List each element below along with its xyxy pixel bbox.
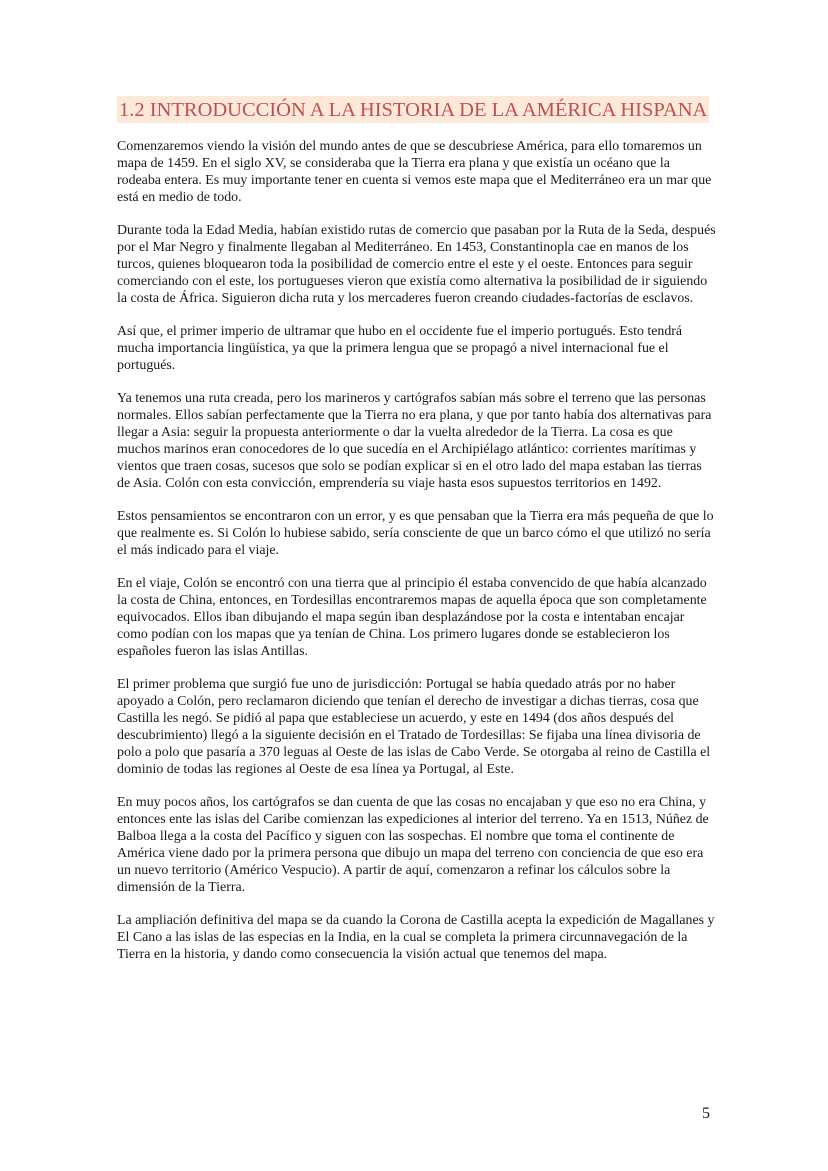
section-heading: 1.2 INTRODUCCIÓN A LA HISTORIA DE LA AMÉRICA HISPANA: [117, 96, 709, 123]
paragraph-1: Comenzaremos viendo la visión del mundo antes de que se descubriese América, para ello tomaremos un mapa de 1459. En el siglo XV, se consideraba que la Tierra era plana y que existía un océano que la rodeaba entera. Es muy importante tener en cuenta si vemos este mapa que el Mediterráneo era un mar que está en medio de todo.: [117, 139, 712, 205]
body-text: [117, 138, 717, 979]
paragraph-4: Ya tenemos una ruta creada, pero los marineros y cartógrafos sabían más sobre el terreno que las personas normales. Ellos sabían perfectamente que la Tierra no era plana, y que por tanto había dos alternativas para llegar a Asia: seguir la propuesta anteriormente o dar la vuelta alrededor de la Tierra. La cosa es que muchos marinos eran conocedores de lo que sucedía en el Archipiélago atlántico: corrientes marítimas y vientos que traen cosas, sucesos que solo se podían explicar si en el otro lado del mapa estaban las tierras de Asia. Colón con esta convicción, emprendería su viaje hasta esos supuestos territorios en 1492.: [117, 391, 712, 491]
heading-container: [117, 96, 717, 123]
paragraph-9: La ampliación definitiva del mapa se da cuando la Corona de Castilla acepta la expedición de Magallanes y El Cano a las islas de las especias en la India, en la cual se completa la primera circunnavegación de la Tierra en la historia, y dando como consecuencia la visión actual que tenemos del mapa.: [117, 913, 715, 962]
paragraph-5: Estos pensamientos se encontraron con un error, y es que pensaban que la Tierra era más pequeña de que lo que realmente es. Si Colón lo hubiese sabido, sería consciente de que un barco cómo el que utilizó no sería el más indicado para el viaje.: [117, 509, 714, 558]
paragraph-2: Durante toda la Edad Media, habían existido rutas de comercio que pasaban por la Ruta de la Seda, después por el Mar Negro y finalmente llegaban al Mediterráneo. En 1453, Constantinopla cae en manos de los turcos, quienes bloquearon toda la posibilidad de comercio entre el este y el oeste. Entonces para seguir comerciando con el este, los portugueses vieron que existía como alternativa la posibilidad de ir siguiendo la costa de África. Siguieron dicha ruta y los mercaderes fueron creando ciudades-factorías de esclavos.: [117, 223, 716, 306]
paragraph-7: El primer problema que surgió fue uno de jurisdicción: Portugal se había quedado atrás por no haber apoyado a Colón, pero reclamaron diciendo que tenían el derecho de investigar a dichas tierras, cosa que Castilla les negó. Se pidió al papa que estableciese un acuerdo, y este en 1494 (dos años después del descubrimiento) llegó a la siguiente decisión en el Tratado de Tordesillas: Se fijaba una línea divisoria de polo a polo que pasaría a 370 leguas al Oeste de las islas de Cabo Verde. Se otorgaba al reino de Castilla el dominio de todas las regiones al Oeste de esa línea ya Portugal, al Este.: [117, 677, 711, 777]
page-number: 5: [702, 1105, 710, 1122]
paragraph-6: En el viaje, Colón se encontró con una tierra que al principio él estaba convencido de que había alcanzado la costa de China, entonces, en Tordesillas encontraremos mapas de aquella época que son completamente equivocados. Ellos iban dibujando el mapa según iban desplazándose por la costa e intentaban encajar como podían con los mapas que ya tenían de China. Los primero lugares donde se establecieron los españoles fueron las islas Antillas.: [117, 576, 707, 659]
paragraph-3: Así que, el primer imperio de ultramar que hubo en el occidente fue el imperio portugués. Esto tendrá mucha importancia lingüística, ya que la primera lengua que se propagó a nivel internacional fue el portugués.: [117, 324, 683, 373]
paragraph-8: En muy pocos años, los cartógrafos se dan cuenta de que las cosas no encajaban y que eso no era China, y entonces ente las islas del Caribe comienzan las expediciones al interior del terreno. Ya en 1513, Núñez de Balboa llega a la costa del Pacífico y siguen con las sospechas. El nombre que toma el continente de América viene dado por la primera persona que dibujo un mapa del terreno con conciencia de que eso era un nuevo territorio (Américo Vespucio). A partir de aquí, comenzaron a refinar los cálculos sobre la dimensión de la Tierra.: [117, 795, 709, 895]
